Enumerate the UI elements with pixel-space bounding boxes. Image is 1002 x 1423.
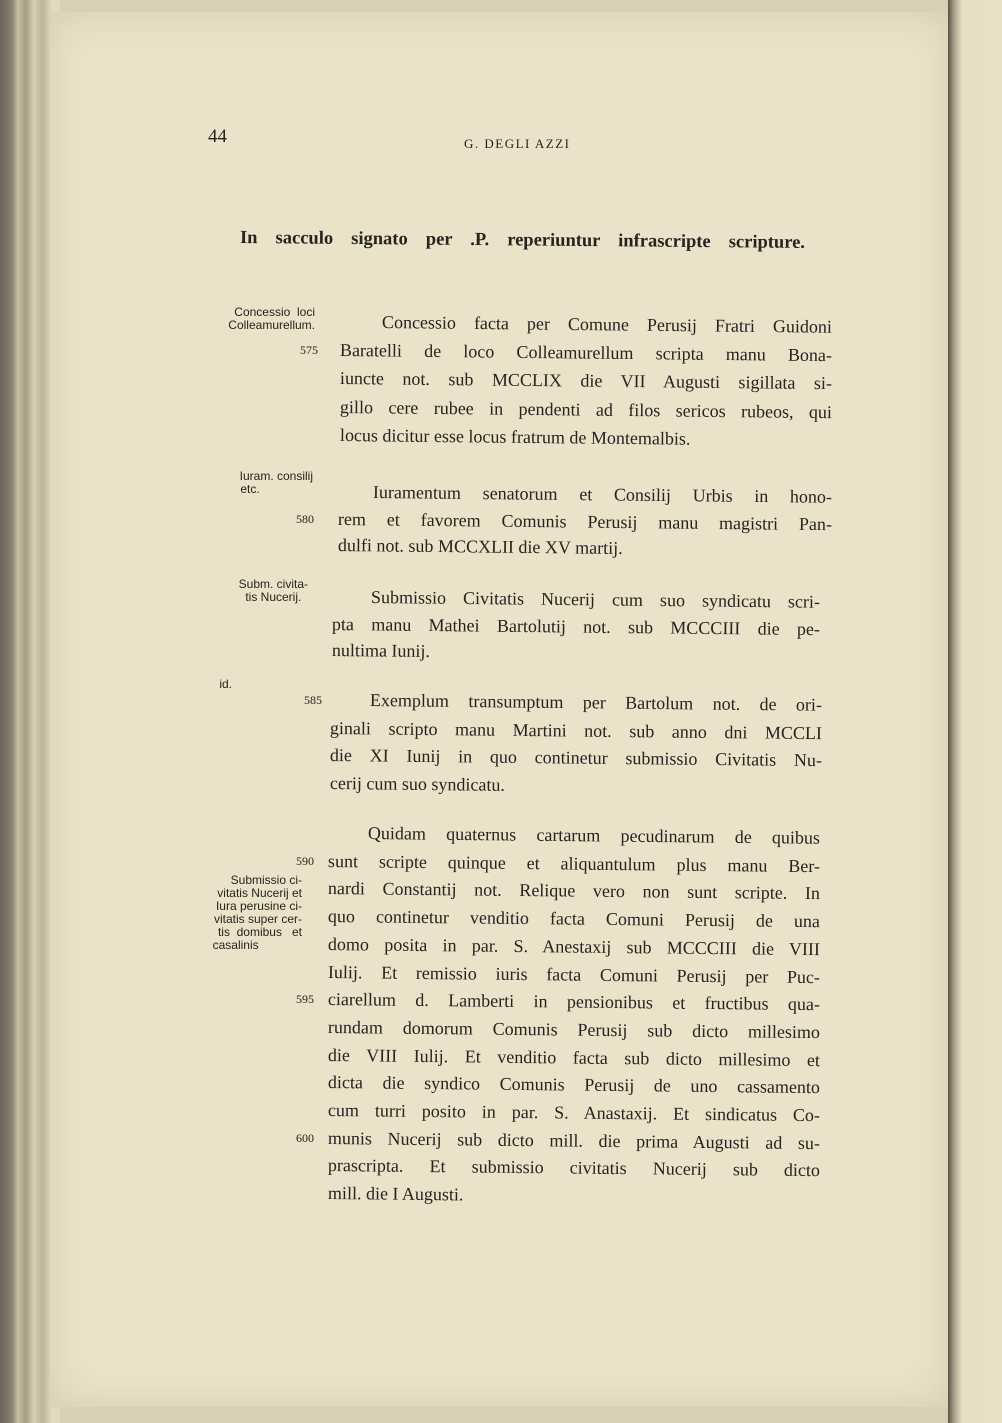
text-line: iuncte not. sub MCCLIX die VII Augusti sigillata si- [339,368,833,394]
margin-note: Submissio ci- vitatis Nucerij et Iura perusine ci- vitatis super cer- tis domibus et casalinis [212,873,302,952]
next-page-edge [948,0,1002,1423]
line-number: 595 [296,992,314,1007]
text-line: cum turri posito in par. S. Anastaxij. Et sindicatus Co- [327,1100,821,1126]
text-line: cerij cum suo syndicatu. [329,772,506,795]
text-line: domo posita in par. S. Anestaxij sub MCCCIII die VIII [327,933,821,959]
running-head: G. DEGLI AZZI [464,136,571,151]
margin-note: Concessio loci Colleamurellum. [228,305,315,332]
line-number: 575 [300,343,318,358]
text-line: gillo cere rubee in pendenti ad filos sericos rubeos, qui [339,396,833,422]
text-line: Exemplum transumptum per Bartolum not. de ori- [369,690,823,715]
text-line: Iulij. Et remissio iuris facta Comuni Perusij per Puc- [327,961,821,987]
text-line: dicta die syndico Comunis Perusij de uno cassamento [327,1072,821,1098]
line-number: 600 [296,1130,314,1145]
line-number: 585 [304,693,322,707]
text-line: die XI Iunij in quo continetur submissio Civitatis Nu- [329,745,823,771]
text-line: ciarellum d. Lamberti in pensionibus et fructibus qua- [327,989,821,1015]
text-line: nultima Iunij. [331,640,431,662]
text-line: Baratelli de loco Colleamurellum scripta manu Bona- [339,340,833,366]
text-line: locus dicitur esse locus fratrum de Montemalbis. [339,424,691,449]
text-line: Submissio Civitatis Nucerij cum suo syndicatu scri- [370,587,821,612]
section-title: In sacculo signato per .P. reperiuntur infrascripte scripture. [239,228,806,253]
margin-note: Subm. civita- tis Nucerij. [238,577,308,604]
text-line: prascripta. Et submissio civitatis Nucerij sub dicto [327,1155,821,1181]
text-line: Concessio facta per Comune Perusij Fratri Guidoni [381,312,833,337]
text-line: pta manu Mathei Bartolutij not. sub MCCCIII die pe- [331,613,821,639]
text-line: dulfi not. sub MCCXLII die XV martij. [337,535,623,558]
text-line: Iuramentum senatorum et Consilij Urbis in hono- [372,482,833,507]
line-number: 590 [296,853,314,868]
text-line: nardi Constantij not. Relique vero non sunt scripte. In [327,878,821,904]
margin-note: id. [219,677,232,691]
text-line: rundam domorum Comunis Perusij sub dicto millesimo [327,1016,821,1043]
text-line: sunt scripte quinque et aliquantulum plus manu Ber- [327,850,821,876]
text-line: ginali scripto manu Martini not. sub anno dni MCCLI [329,717,823,743]
text-line: rem et favorem Comunis Perusij manu magistri Pan- [337,508,833,534]
text-line: quo continetur venditio facta Comuni Perusij de una [327,906,821,932]
page-number: 44 [208,126,227,147]
text-line: munis Nucerij sub dicto mill. die prima Augusti ad su- [327,1127,821,1153]
text-line: die VIII Iulij. Et venditio facta sub dicto millesimo et [327,1044,821,1070]
margin-note: Iuram. consilij etc. [239,469,313,496]
text-line: Quidam quaternus cartarum pecudinarum de quibus [367,823,821,848]
text-line: mill. die I Augusti. [327,1183,464,1205]
line-number: 580 [296,511,314,526]
